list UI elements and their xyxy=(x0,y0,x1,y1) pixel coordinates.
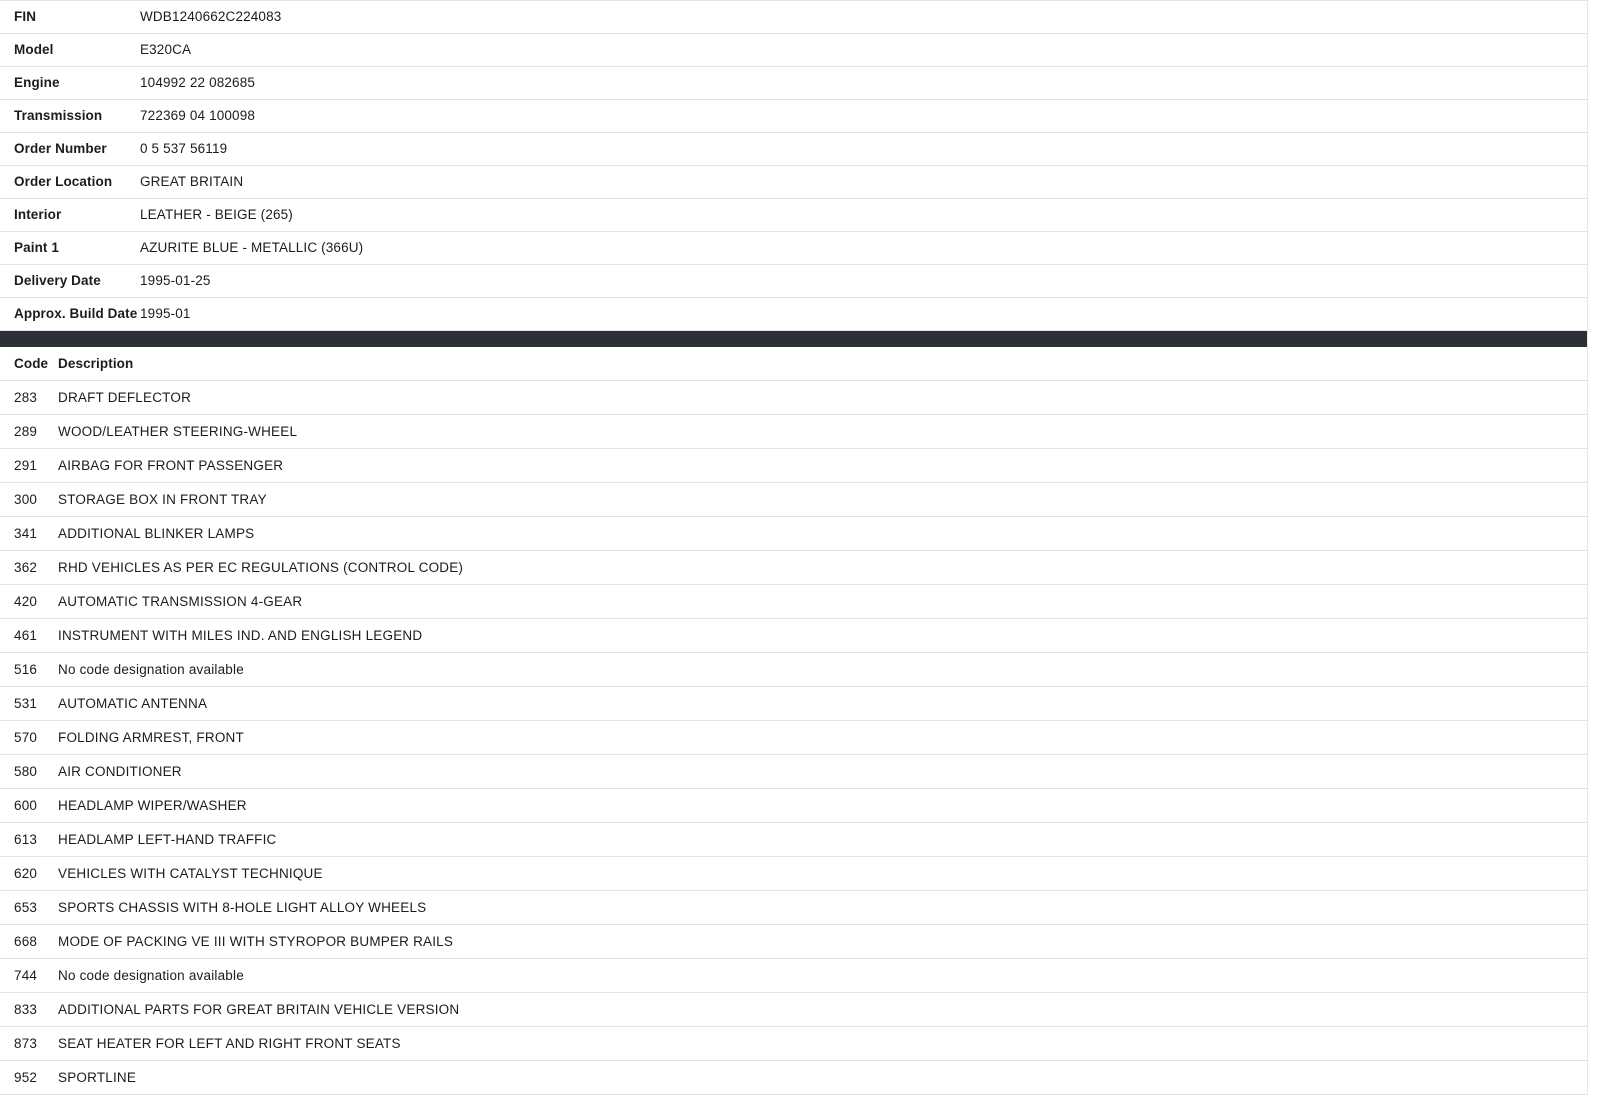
column-header-code: Code xyxy=(14,356,49,371)
spec-row xyxy=(0,34,1600,67)
spec-row xyxy=(0,298,1600,331)
spec-row xyxy=(0,67,1600,100)
option-description: AUTOMATIC TRANSMISSION 4-GEAR xyxy=(58,594,303,609)
option-description: AUTOMATIC ANTENNA xyxy=(58,696,208,711)
scrollbar-track[interactable] xyxy=(1588,0,1600,1095)
table-row xyxy=(0,415,1600,449)
spec-value: 722369 04 100098 xyxy=(140,108,256,123)
option-description: SPORTLINE xyxy=(58,1070,137,1085)
spec-label: Delivery Date xyxy=(14,273,101,288)
spec-row xyxy=(0,199,1600,232)
option-description: ADDITIONAL BLINKER LAMPS xyxy=(58,526,255,541)
spec-value: LEATHER - BEIGE (265) xyxy=(140,207,293,222)
table-row xyxy=(0,823,1600,857)
option-code: 952 xyxy=(14,1070,38,1085)
option-code: 570 xyxy=(14,730,38,745)
option-code: 531 xyxy=(14,696,38,711)
option-code: 744 xyxy=(14,968,38,983)
option-code: 300 xyxy=(14,492,38,507)
option-codes-table xyxy=(0,347,1600,1095)
table-row xyxy=(0,483,1600,517)
spec-row xyxy=(0,100,1600,133)
option-description: HEADLAMP WIPER/WASHER xyxy=(58,798,247,813)
option-description: WOOD/LEATHER STEERING-WHEEL xyxy=(58,424,298,439)
option-description: HEADLAMP LEFT-HAND TRAFFIC xyxy=(58,832,277,847)
option-description: FOLDING ARMREST, FRONT xyxy=(58,730,244,745)
spec-label: Engine xyxy=(14,75,60,90)
table-row xyxy=(0,721,1600,755)
vehicle-spec-body xyxy=(0,1,1600,331)
spec-label: FIN xyxy=(14,9,37,24)
option-code: 653 xyxy=(14,900,38,915)
option-codes-body xyxy=(0,381,1600,1095)
option-code: 613 xyxy=(14,832,38,847)
table-row xyxy=(0,959,1600,993)
option-codes-header xyxy=(0,347,1600,381)
spec-value: GREAT BRITAIN xyxy=(140,174,244,189)
spec-label: Transmission xyxy=(14,108,103,123)
spec-value: 0 5 537 56119 xyxy=(140,141,228,156)
option-code: 283 xyxy=(14,390,38,405)
spec-label: Interior xyxy=(14,207,62,222)
spec-label: Paint 1 xyxy=(14,240,59,255)
option-description: DRAFT DEFLECTOR xyxy=(58,390,192,405)
table-row xyxy=(0,449,1600,483)
option-description: AIRBAG FOR FRONT PASSENGER xyxy=(58,458,284,473)
table-row xyxy=(0,585,1600,619)
option-description: SEAT HEATER FOR LEFT AND RIGHT FRONT SEATS xyxy=(58,1036,401,1051)
option-description: VEHICLES WITH CATALYST TECHNIQUE xyxy=(58,866,323,881)
table-row xyxy=(0,891,1600,925)
table-row xyxy=(0,687,1600,721)
option-code: 362 xyxy=(14,560,38,575)
table-header-row xyxy=(0,347,1600,381)
spec-value: AZURITE BLUE - METALLIC (366U) xyxy=(140,240,364,255)
table-row xyxy=(0,517,1600,551)
option-description: STORAGE BOX IN FRONT TRAY xyxy=(58,492,267,507)
column-header-description: Description xyxy=(58,356,134,371)
option-description: RHD VEHICLES AS PER EC REGULATIONS (CONTROL CODE) xyxy=(58,560,464,575)
spec-row xyxy=(0,166,1600,199)
option-description: SPORTS CHASSIS WITH 8-HOLE LIGHT ALLOY WHEELS xyxy=(58,900,427,915)
table-row xyxy=(0,789,1600,823)
option-code: 420 xyxy=(14,594,38,609)
option-code: 516 xyxy=(14,662,38,677)
spec-row xyxy=(0,133,1600,166)
spec-row xyxy=(0,1,1600,34)
option-code: 873 xyxy=(14,1036,38,1051)
table-row xyxy=(0,1027,1600,1061)
option-code: 291 xyxy=(14,458,38,473)
table-row xyxy=(0,993,1600,1027)
table-row xyxy=(0,755,1600,789)
table-row xyxy=(0,381,1600,415)
option-code: 620 xyxy=(14,866,38,881)
spec-label: Model xyxy=(14,42,54,57)
table-row xyxy=(0,619,1600,653)
option-description: MODE OF PACKING VE III WITH STYROPOR BUMPER RAILS xyxy=(58,934,454,949)
table-row xyxy=(0,551,1600,585)
table-row xyxy=(0,653,1600,687)
spec-label: Order Location xyxy=(14,174,113,189)
option-description: INSTRUMENT WITH MILES IND. AND ENGLISH LEGEND xyxy=(58,628,423,643)
spec-row xyxy=(0,265,1600,298)
spec-label: Order Number xyxy=(14,141,107,156)
spec-value: WDB1240662C224083 xyxy=(140,9,282,24)
option-description: No code designation available xyxy=(58,968,244,983)
spec-value: 1995-01 xyxy=(140,306,191,321)
option-description: ADDITIONAL PARTS FOR GREAT BRITAIN VEHICLE VERSION xyxy=(58,1002,460,1017)
section-separator-band xyxy=(0,331,1600,347)
spec-label: Approx. Build Date xyxy=(14,306,138,321)
option-code: 580 xyxy=(14,764,38,779)
table-row xyxy=(0,1061,1600,1095)
option-code: 289 xyxy=(14,424,38,439)
option-code: 341 xyxy=(14,526,38,541)
option-code: 833 xyxy=(14,1002,38,1017)
option-code: 668 xyxy=(14,934,38,949)
option-description: No code designation available xyxy=(58,662,244,677)
spec-row xyxy=(0,232,1600,265)
option-description: AIR CONDITIONER xyxy=(58,764,182,779)
option-code: 600 xyxy=(14,798,38,813)
spec-value: E320CA xyxy=(140,42,192,57)
spec-value: 104992 22 082685 xyxy=(140,75,256,90)
option-code: 461 xyxy=(14,628,38,643)
spec-value: 1995-01-25 xyxy=(140,273,211,288)
vehicle-spec-table xyxy=(0,0,1600,331)
table-row xyxy=(0,857,1600,891)
table-row xyxy=(0,925,1600,959)
